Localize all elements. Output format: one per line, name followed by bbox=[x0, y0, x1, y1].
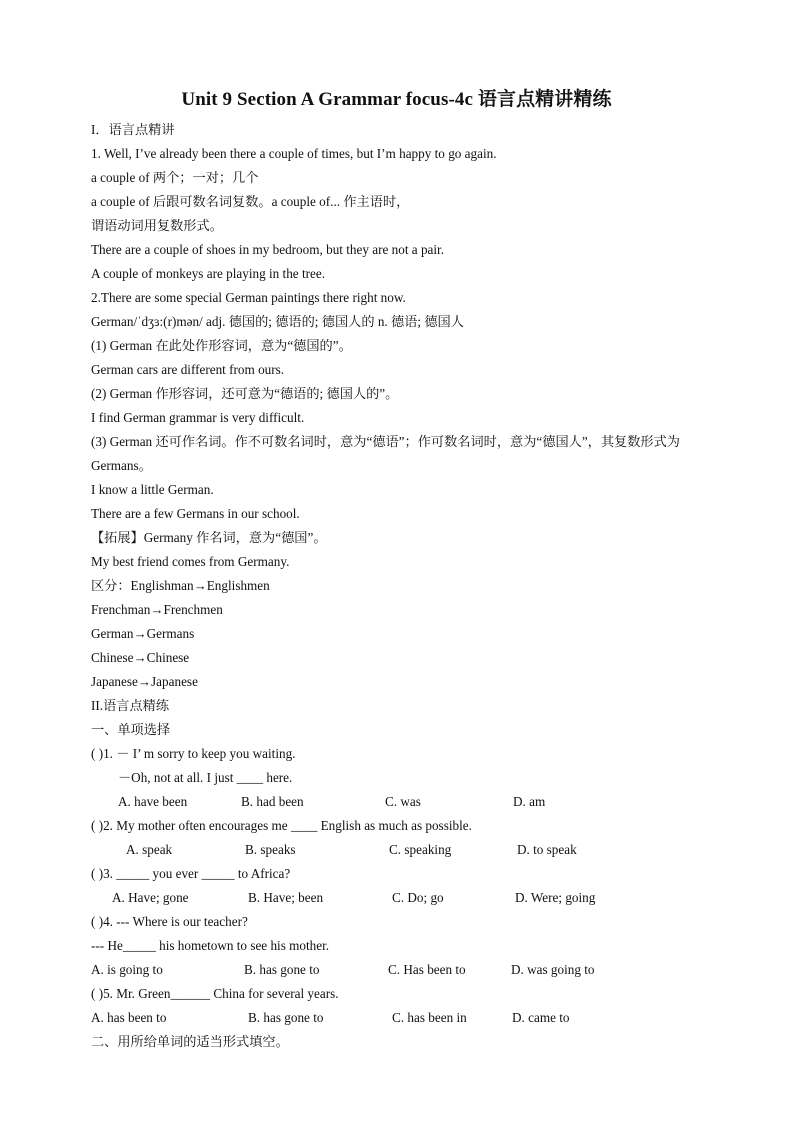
option-c: C. Do; go bbox=[392, 890, 444, 905]
text-line: a couple of 后跟可数名词复数。a couple of... 作主语时， bbox=[91, 194, 410, 209]
question-stem: ( )5. Mr. Green______ China for several years. bbox=[91, 986, 339, 1001]
option-a: A. have been bbox=[118, 794, 188, 809]
text-line: Frenchman→Frenchmen bbox=[91, 602, 223, 617]
page-title: Unit 9 Section A Grammar focus-4c 语言点精讲精练 bbox=[181, 89, 612, 110]
text-line: (1) German 在此处作形容词，意为“德国的”。 bbox=[91, 338, 352, 353]
text-line: Japanese→Japanese bbox=[91, 674, 198, 689]
option-c: C. speaking bbox=[389, 842, 452, 857]
option-b: B. had been bbox=[241, 794, 304, 809]
option-b: B. has gone to bbox=[244, 962, 320, 977]
section-heading-1: I．语言点精讲 bbox=[91, 122, 175, 137]
question-stem: ( )1. － I’ m sorry to keep you waiting. bbox=[91, 746, 296, 761]
text-line: (2) German 作形容词，还可意为“德语的; 德国人的”。 bbox=[91, 386, 399, 401]
option-b: B. Have; been bbox=[248, 890, 324, 905]
option-c: C. has been in bbox=[392, 1010, 467, 1025]
text-line: 谓语动词用复数形式。 bbox=[91, 218, 223, 233]
question-stem: ( )4. --- Where is our teacher? bbox=[91, 914, 248, 929]
option-a: A. speak bbox=[126, 842, 173, 857]
text-line-wrapped: (3) German 还可作名词。作不可数名词时，意为“德语”；作可数名词时，意为“德国人”，其复数形式为 Germans。 bbox=[91, 434, 680, 473]
option-a: A. Have; gone bbox=[112, 890, 189, 905]
option-d: D. came to bbox=[512, 1010, 570, 1025]
option-d: D. was going to bbox=[511, 962, 595, 977]
text-line: My best friend comes from Germany. bbox=[91, 554, 290, 569]
option-d: D. am bbox=[513, 794, 546, 809]
option-a: A. is going to bbox=[91, 962, 163, 977]
text-line: German/ˈdʒɜ:(r)mən/ adj. 德国的; 德语的; 德国人的 n. 德语; 德国人 bbox=[91, 314, 464, 329]
option-d: D. Were; going bbox=[515, 890, 596, 905]
text-line: 1. Well, I’ve already been there a couple of times, but I’m happy to go again. bbox=[91, 146, 497, 161]
document-body bbox=[91, 118, 711, 1054]
question-options bbox=[91, 958, 711, 982]
part-heading-2: 二、用所给单词的适当形式填空。 bbox=[91, 1034, 289, 1049]
option-d: D. to speak bbox=[517, 842, 577, 857]
question-options bbox=[91, 838, 711, 862]
option-c: C. was bbox=[385, 794, 421, 809]
option-c: C. Has been to bbox=[388, 962, 466, 977]
question-options bbox=[91, 886, 711, 910]
text-line: 区分：Englishman→Englishmen bbox=[91, 578, 270, 593]
option-a: A. has been to bbox=[91, 1010, 167, 1025]
question-stem-reply: --- He_____ his hometown to see his mother. bbox=[91, 938, 330, 953]
question-options bbox=[91, 790, 711, 814]
text-line: 【拓展】Germany 作名词，意为“德国”。 bbox=[91, 530, 327, 545]
section-heading-2: II.语言点精练 bbox=[91, 698, 170, 713]
text-line: I find German grammar is very difficult. bbox=[91, 410, 305, 425]
text-line: Chinese→Chinese bbox=[91, 650, 190, 665]
option-b: B. speaks bbox=[245, 842, 296, 857]
text-line: a couple of 两个；一对；几个 bbox=[91, 170, 259, 185]
option-b: B. has gone to bbox=[248, 1010, 324, 1025]
question-stem-reply: －Oh, not at all. I just ____ here. bbox=[118, 770, 293, 785]
text-line: 2.There are some special German paintings there right now. bbox=[91, 290, 406, 305]
text-line: There are a few Germans in our school. bbox=[91, 506, 300, 521]
question-stem: ( )2. My mother often encourages me ____ English as much as possible. bbox=[91, 818, 472, 833]
question-stem: ( )3. _____ you ever _____ to Africa? bbox=[91, 866, 291, 881]
text-line: German cars are different from ours. bbox=[91, 362, 285, 377]
text-line: There are a couple of shoes in my bedroom, but they are not a pair. bbox=[91, 242, 445, 257]
text-line: A couple of monkeys are playing in the tree. bbox=[91, 266, 326, 281]
text-line: German→Germans bbox=[91, 626, 195, 641]
text-line: I know a little German. bbox=[91, 482, 214, 497]
question-options bbox=[91, 1006, 711, 1030]
part-heading-1: 一、单项选择 bbox=[91, 722, 171, 737]
